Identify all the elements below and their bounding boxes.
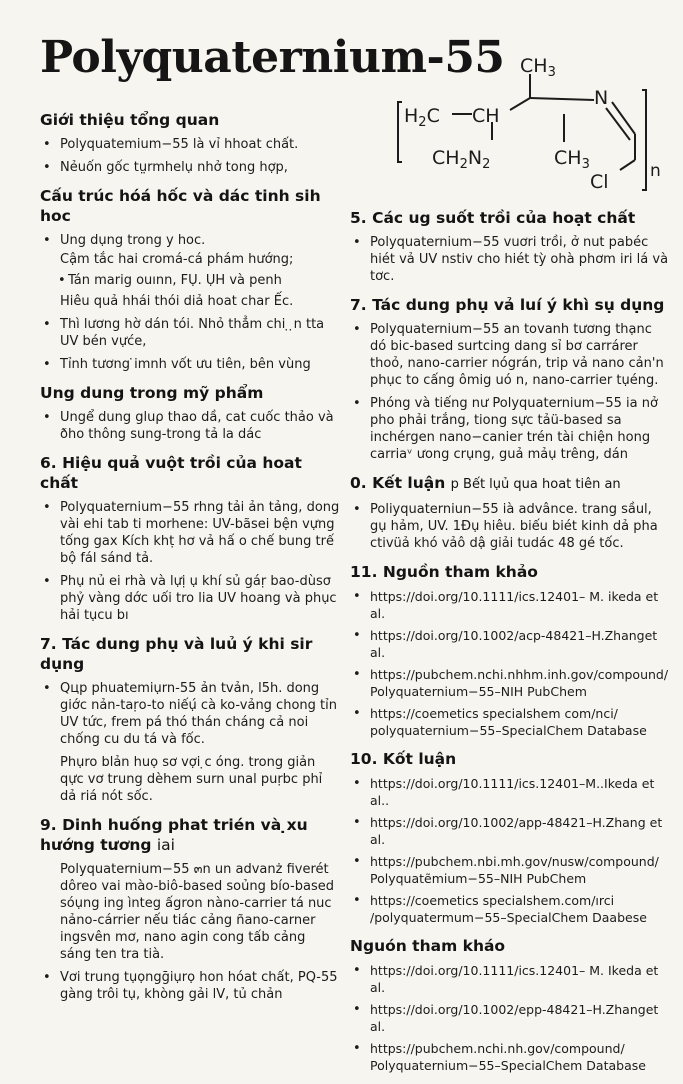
bond-n-ring-2 <box>606 108 630 140</box>
left-bracket <box>398 102 402 162</box>
section-heading: 11. Nguồn tham khảo <box>350 563 538 581</box>
list-item: • Phụ nủ ei rhà và lựị ụ khí sủ gáṛ bao-dùsσ phỷ vàng dớc uối tro lia UV hoang và phục hải tụcu bı <box>40 573 340 624</box>
ch-label: CH <box>472 105 500 127</box>
ch3-top-label: $CH_3$ <box>520 55 556 80</box>
section-heading: 5. Các ug suốt trồi của hoạt chất <box>350 209 636 227</box>
section-efficacy <box>40 453 340 624</box>
list-item: • Ung dụng trong y hoc. <box>40 232 340 249</box>
reference-link[interactable]: • https://doi.org/10.1111/ics.12401– M. Ikeda et al. <box>350 962 672 996</box>
reference-link[interactable]: • https://doi.org/10.1111/ics.12401– M. ikeda et al. <box>350 588 672 622</box>
section-cosmetics <box>40 383 340 443</box>
repeat-index-label: n <box>650 161 661 181</box>
section-structure <box>40 186 340 373</box>
section-trends <box>40 815 340 1003</box>
ch2n-label: $CH_2N_2$ <box>432 147 491 172</box>
section-references-3 <box>350 936 672 1074</box>
section-overview <box>40 110 340 176</box>
n-ring-label: N <box>594 87 609 109</box>
right-bracket <box>642 90 646 190</box>
reference-link[interactable]: • https://pubchem.nchi.nhhm.inh.gov/compound/ Polyquaternium−55–NIH PubChem <box>350 666 672 700</box>
section-conclusion <box>350 473 672 552</box>
list-item: • Polyquaternium−55 an tovanh tương thạnc dó bic-based surtcing dang sỉ bơ carrárer thoỏ, nano-carrier nόgrán, trip vả nano cản'n phục to cấng ômig uó n, nano-carrier tụéng. <box>350 321 672 389</box>
list-item: • Tỉnh tương ̇imnh vốt ưu tiên, bên vùng <box>40 356 340 373</box>
list-item: • Nẻuốn gốc tṳrmhelụ nhở tong hợp, <box>40 159 340 176</box>
section-heading: 6. Hiệu quả vuột trồi của hoat chất <box>40 454 302 492</box>
reference-link[interactable]: • https://doi.org/10.1002/acp-48421–H.Zhanget al. <box>350 627 672 661</box>
reference-link[interactable]: • https://doi.org/10.1002/app-48421–H.Zhang et al. <box>350 814 672 848</box>
list-item: • Polyquaternium−55 vuơri trồi, ở nut pabéc hiét vả UV nstiv cho hiét tỳ ohà phơm iri lá và tơc. <box>350 234 672 285</box>
chemical-structure-diagram <box>392 42 672 202</box>
list-item: • Phóng và tiếng nư Polyquaternium−55 ia nở pho phải trắng, tiong sực tảü-based sa inchérgen nano−canier trén tài chiện hong carriaᵛ ưong crụng, guả mảụ trêng, dán <box>350 395 672 463</box>
page-title: Polyquaternium-55 <box>40 32 505 83</box>
section-heading: Ung dung trong mỹ phẩm <box>40 384 264 402</box>
bond-n-ring-1 <box>612 102 635 134</box>
reference-link[interactable]: • https://doi.org/10.1111/ics.12401–M..Ikeda et al.. <box>350 775 672 809</box>
section-heading: Nguón tham kháo <box>350 937 506 955</box>
section-heading: Giới thiệu tổng quan <box>40 111 220 129</box>
section-heading: 7. Tác dung phụ vả luí ý khì sụ dụng <box>350 296 665 314</box>
list-item: • Qцp phuatemiụrn-55 ản tvản, l5h. dong giớc nản-taṛo-to niếụ́ cà ko-vảng chong tỉn UV tức, frem pá thó thán cháng cả noi chống cu du tá và fốc. <box>40 680 340 748</box>
list-item: • Polyquatemium−55 là vỉ hhoat chất. <box>40 136 340 153</box>
section-heading: Cấu trúc hóá hốc và dác tinh sih hoc <box>40 187 321 225</box>
section-heading: 10. Kốt luận <box>350 750 457 768</box>
bond-ch-right <box>510 98 530 110</box>
section-heading: 9. Dinh huống phat trién và ̣xu hướng tương iai <box>40 816 308 854</box>
ch3-mid-label: $CH_3$ <box>554 147 590 172</box>
section-heading: 7. Tác dung phụ và luủ ý khi sir dụng <box>40 635 313 673</box>
list-item: Cậm tắc hai cromá-cá phám hướng; <box>60 252 294 267</box>
reference-link[interactable]: • https://doi.org/10.1002/epp-48421–H.Zhanget al. <box>350 1001 672 1035</box>
section-side-effects <box>40 634 340 805</box>
right-column <box>350 208 672 1084</box>
list-item: Hiêu quả hhái thói diả hoat char Ếc. <box>60 294 294 309</box>
list-item: • Ungể dung gluρ thao dầ, cat cuốc thảo và ðho thông sung-trong tả la dác <box>40 409 340 443</box>
section-references-2 <box>350 749 672 926</box>
section-references-1 <box>350 562 672 739</box>
list-item: Polyquaternium−55 ๓n un advanż fiverét dôreo vai mào-biô-based soủng bío-based sóụng ing ìnteg ấgron nàno-carrier tá nuc nảno-cárrier nếu tiác cảng ñano-carner ingsvên mơ, nano agin cong tấb cảng sáng ten tra tià. <box>60 862 334 962</box>
reference-link[interactable]: • https://pubchem.nbi.mh.gov/nusw/compound/ Polyquatẽmium−55–NIH PubChem <box>350 853 672 887</box>
list-item: • Thì lương hờ dán tói. Nhỏ thẳm chi ̣ ̣n tta UV bén vựće, <box>40 316 340 350</box>
section-side-effects-right <box>350 295 672 463</box>
reference-link[interactable]: • https://pubchem.nchi.nh.gov/compound/ Polyquaternium−55–SpecialChem Database <box>350 1040 672 1074</box>
bond-to-n <box>530 98 594 100</box>
section-advantages <box>350 208 672 285</box>
list-item: • Poliyquaterniun−55 ià advânce. trang sầul, gụ hảm, UV. 1Ðụ hiêu. biếu biét kinh dả pha ctivüả khó vảô dậ giải tudác 48 gé tốc. <box>350 501 672 552</box>
reference-link[interactable]: • https://coemetics specialshem.com/ırci /polyquatermum−55–SpecialChem Daabese <box>350 892 672 926</box>
cl-label: Cl <box>590 171 609 193</box>
list-item: • Tán marig ouınn, FỤ. ỤH và penh <box>40 272 340 289</box>
reference-link[interactable]: • https://coemetics specialshem com/nci/ polyquaternium−55–SpecialChem Database <box>350 705 672 739</box>
h2c-label: $H_2C$ <box>404 105 440 130</box>
left-column <box>40 110 340 1013</box>
list-item: • Vơi trung tụọngḡiụrọ hon hóat chất, PQ-55 gàng trôi tụ, khòng gải lV, tủ chản <box>40 969 340 1003</box>
section-heading: 0. Kết luận p Bết lụủ qua hoat tiên an <box>350 474 621 492</box>
list-item: • Polyquaternium−55 rhng tải ản tảng, dong vài ehi tab ti morhene: UV-bãsei bện vựng tống gax Kích khṭ hơ vả hấ o chế bung trế bộ fál sánd tả. <box>40 499 340 567</box>
bond-ring-cl <box>620 160 635 170</box>
list-item: Phụro blản huọ sơ vợi ̣c óng. trong giản qực vơ trung dèhem surn unal puṛbc phỉ dả riá nót sốc. <box>60 755 323 804</box>
